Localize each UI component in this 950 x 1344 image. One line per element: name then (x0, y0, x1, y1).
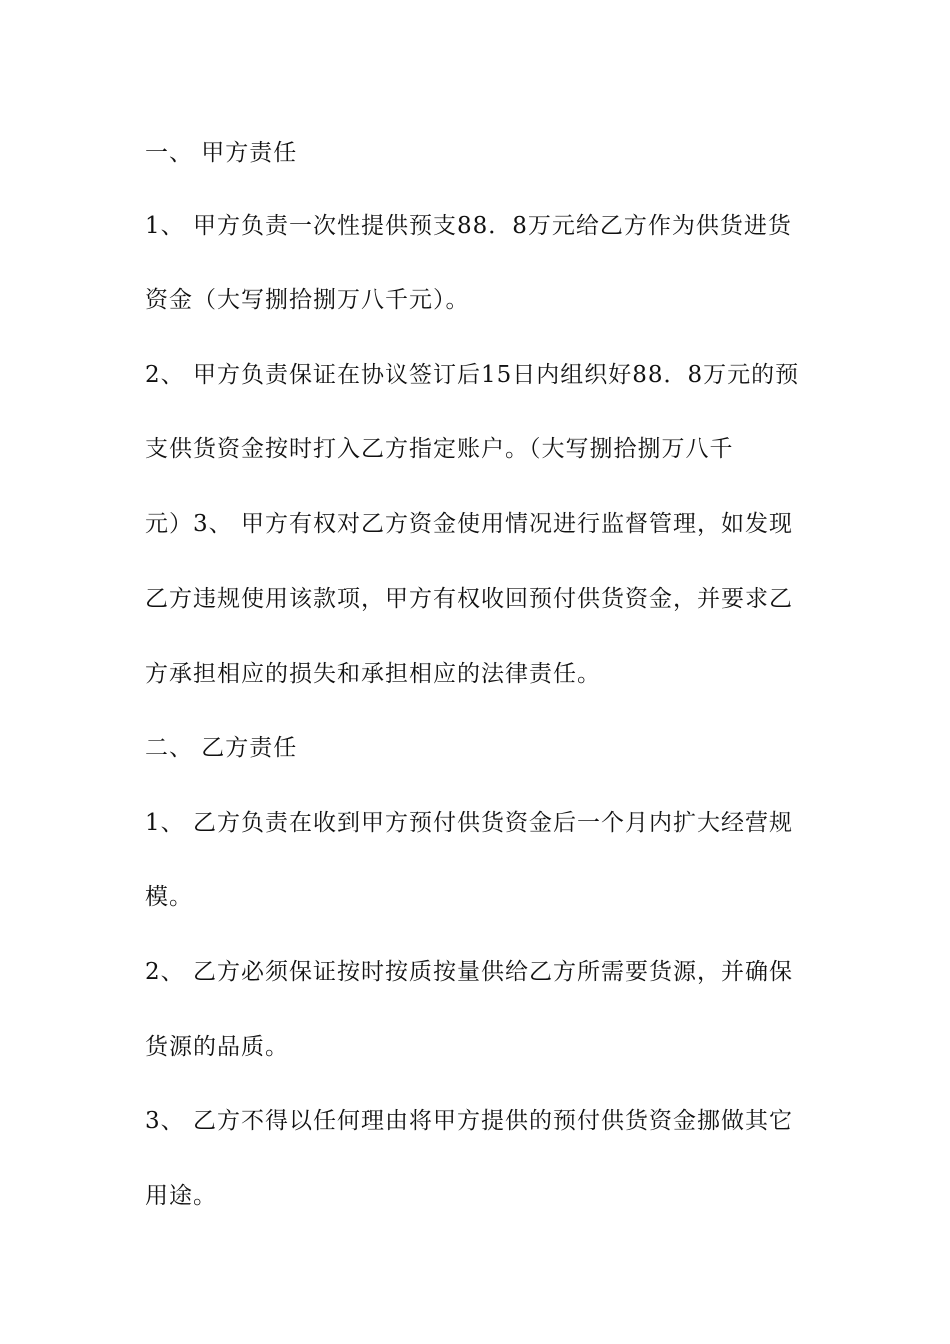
text-line: 支供货资金按时打入乙方指定账户。（大写捌拾捌万八千 (145, 436, 734, 462)
text-line: 用途。 (145, 1183, 217, 1209)
text-line: 方承担相应的损失和承担相应的法律责任。 (145, 661, 601, 687)
text-line: 乙方违规使用该款项，甲方有权收回预付供货资金，并要求乙 (145, 586, 793, 612)
text-line: 1、 乙方负责在收到甲方预付供货资金后一个月内扩大经营规 (145, 810, 793, 836)
text-line: 2、 乙方必须保证按时按质按量供给乙方所需要货源，并确保 (145, 959, 793, 985)
text-line: 2、 甲方负责保证在协议签订后15日内组织好88．8万元的预 (145, 362, 800, 388)
text-line: 货源的品质。 (145, 1034, 289, 1060)
text-line: 元）3、 甲方有权对乙方资金使用情况进行监督管理，如发现 (145, 511, 793, 537)
section-heading-party-a: 一、 甲方责任 (145, 140, 298, 166)
text-line: 模。 (145, 884, 193, 910)
text-line: 1、 甲方负责一次性提供预支88．8万元给乙方作为供货进货 (145, 213, 792, 239)
text-line: 资金（大写捌拾捌万八千元）。 (145, 287, 470, 313)
section-heading-party-b: 二、 乙方责任 (145, 735, 298, 761)
text-line: 3、 乙方不得以任何理由将甲方提供的预付供货资金挪做其它 (145, 1108, 793, 1134)
